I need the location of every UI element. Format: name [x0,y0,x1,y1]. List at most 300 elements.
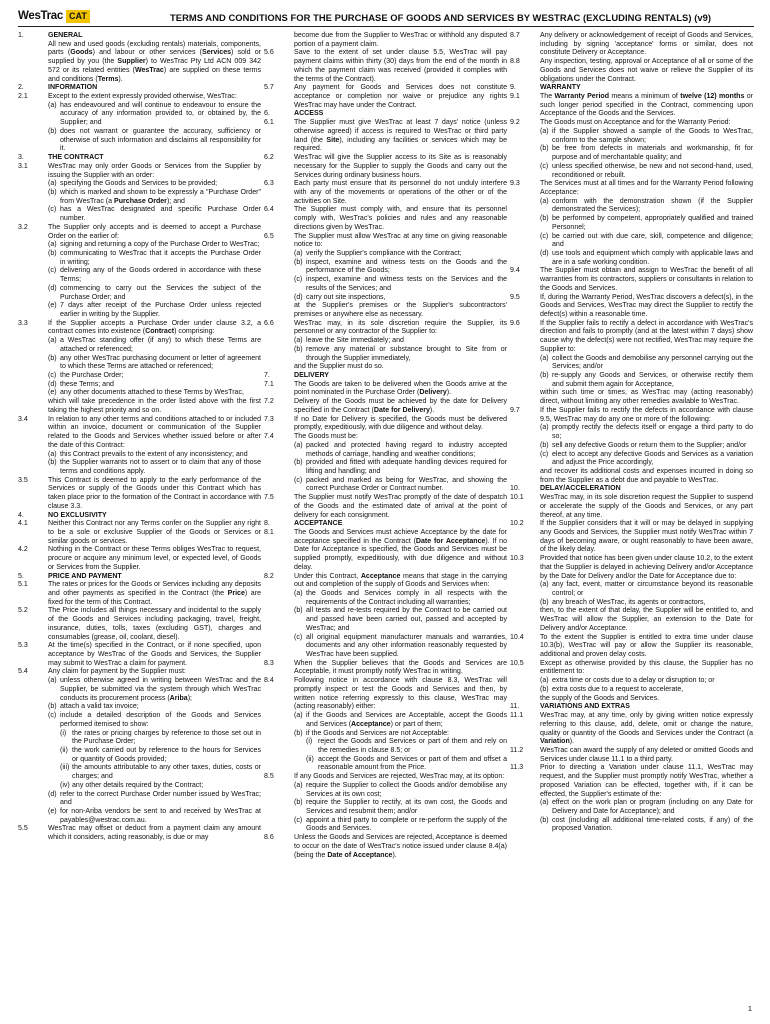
clause-subitem [18,241,261,250]
clause-text: for non-Ariba vendors be sent to and received by WesTrac at payables@westrac.com.au. [60,807,261,824]
clause-text: If the Supplier fails to rectify a defect in accordance with WesTrac's direction and fails to promptly (and at the latest within 7 days) show cause why the defect(s) were not rectified, WesTrac may require the Supplier to: [540,319,753,353]
clause-text: any fact, event, matter or circumstance beyond its reasonable control; or [552,581,753,597]
clause-subitem [18,285,261,302]
clause-text: packed and protected having regard to industry accepted methods of carriage, handling and weather conditions; [306,441,507,458]
clause-subitem [18,180,261,189]
clause-text: at the Supplier's premises or the Supplier's subcontractors' premises or anywhere else as necessary. [294,302,507,318]
clause-number: (a) [294,590,303,597]
clause-text: the rates or pricing charges by reference to those set out in the Purchase Order; [72,729,261,746]
clause-paragraph [510,119,753,128]
clause-number: 9.2 [510,119,520,127]
clause-paragraph [264,302,507,319]
clause-text: which is marked and shown to be expressly a "Purchase Order" from WesTrac (a Purchase Order); and [60,188,261,205]
clause-text: Save to the extent of set under clause 5.5, WesTrac will pay payment claims within thirty (30) days from the end of the month in which the payment claim was received (provided it complies with the terms of the Contract). [294,49,507,83]
clause-text: the amounts attributable to any other taxes, duties, costs or charges; and [72,764,261,781]
clause-subitem [510,799,753,816]
clause-number: 7.1 [264,380,274,388]
clause-text: DELAY/ACCELERATION [540,485,621,493]
clause-subitem [18,372,261,381]
clause-paragraph [18,41,261,85]
clause-text: The Supplier must notify WesTrac promptly of the date of despatch of the Goods and the estimated date of arrival at the point of delivery for each consignment. [294,494,507,519]
clause-number: 5.2 [18,607,28,615]
clause-number: 10.5 [510,659,524,667]
clause-text: VARIATIONS AND EXTRAS [540,703,630,711]
clause-number: (b) [294,729,303,737]
clause-number: 5.3 [18,642,28,650]
clause-number: (a) [48,337,57,345]
clause-text: To the extent the Supplier is entitled to extra time under clause 10.3(b), WesTrac will pay or allow the Supplier its reasonable, additional and proven delay costs. [540,633,753,659]
clause-heading [18,512,261,521]
clause-text: Provided that notice has been given under clause 10.2, to the extent that the Supplier is delayed in achieving Delivery and/or Acceptance by the Date for Delivery and/or the Date for Acceptance due to: [540,555,753,580]
clause-number: 5.5 [18,825,28,833]
clause-text: if the Goods and Services are Acceptable, accept the Goods and Services (Acceptance) or part of them; [306,712,507,728]
clause-text: a WesTrac standing offer (if any) to which these Terms are attached or referenced; [60,337,261,353]
clause-text: The Warranty Period means a minimum of twelve (12) months or such longer period specified in the Contract, commencing upon Acceptance of the Goods and the Services. [540,93,754,118]
clause-subitem [264,782,507,799]
clause-number: 6.4 [264,206,274,214]
clause-subitem [264,799,507,816]
clause-text: DELIVERY [294,372,329,380]
clause-number: 8.8 [510,58,520,66]
clause-paragraph [18,398,261,415]
clause-number: 11. [510,703,520,711]
clause-text: WesTrac may, at any time, only by giving written notice expressly referring to this clause, add, delete, omit or change the nature, quality or quantity of the Goods and Services under the Contract (a Variation). [540,712,753,746]
clause-number: (b) [294,459,303,467]
clause-text: The Supplier only accepts and is deemed to accept a Purchase Order on the earlier of: [48,223,261,240]
clause-text: Any claim for payment by the Supplier must: [48,668,186,676]
clause-text: The Price includes all things necessary and incidental to the supply of the Goods and Services including packaging, travel, freight, insurance, duties, tolls, taxes (excluding GST), charges and consumables (grease, oil, coolant, diesel). [48,607,261,641]
clause-number: (b) [48,354,57,362]
clause-subitem [510,686,753,695]
clause-text: reject the Goods and Services or part of them and rely on the remedies in clause 8.5; or [318,738,507,754]
clause-subitem [18,747,261,764]
terms-column-2 [264,32,507,860]
clause-subitem [18,808,261,825]
clause-number: 7.3 [264,415,274,423]
clause-subitem [18,389,261,398]
clause-text: has a WesTrac designated and specific Purchase Order number. [60,206,261,223]
clause-number: 2.1 [18,93,28,101]
clause-paragraph [510,58,753,84]
clause-paragraph [264,529,507,573]
clause-text: WesTrac may offset or deduct from a payment claim any amount which it considers, acting reasonably, is due or may [48,825,261,842]
clause-text: then, to the extent of that delay, the Supplier will be entitled to, and WesTrac will allow the Supplier, an extension to the Date for Delivery and/or Acceptance. [540,607,753,632]
clause-number: (e) [48,389,57,397]
clause-number: (e) [48,807,57,815]
clause-number: 3.3 [18,319,28,327]
clause-text: accept the Goods and Services or part of them and offset a reasonable amount from the Price. [318,755,507,772]
clause-text: Any inspection, testing, approval or Acceptance of all or some of the Goods and Services does not waive or relieve the Supplier of its obligations under the Contract. [540,58,753,83]
clause-subitem [264,276,507,293]
clause-number: (b) [540,441,549,449]
clause-number: (c) [540,450,549,458]
clause-paragraph [510,468,753,485]
clause-subitem [264,442,507,459]
clause-subitem [264,634,507,660]
clause-number: (a) [540,127,549,135]
clause-subitem [18,337,261,354]
clause-subitem [510,677,753,686]
clause-subitem [510,198,753,215]
clause-number: (b) [294,607,303,615]
clause-subitem [264,477,507,494]
clause-subitem [264,294,507,303]
clause-number: 10.4 [510,633,524,641]
header-divider [18,26,754,27]
clause-text: appoint a third party to complete or re-perform the supply of the Goods and Services. [306,816,507,833]
clause-subitem [510,250,753,267]
clause-number: (a) [294,712,303,720]
clause-text: which will take precedence in the order listed above with the first taking the highest priority and so on. [48,398,261,414]
clause-number: (a) [48,241,57,249]
clause-text: All new and used goods (excluding rentals) materials, components, parts (Goods) and labour or other services (Services) sold or supplied by you (the Supplier) to WesTrac Pty Ltd ACN 009 342 572 or its related entities (WesTrac) are supplied on these terms and conditions (Terms). [48,40,262,83]
clause-number: (a) [540,677,549,685]
clause-paragraph [264,433,507,442]
clause-paragraph [264,206,507,232]
clause-paragraph [18,416,261,451]
clause-subitem [264,730,507,739]
clause-text: Any payment for Goods and Services does not constitute acceptance or completion nor waive or prejudice any rights WesTrac may have under the Contract. [294,84,507,109]
clause-text: The Goods must be: [294,433,358,441]
clause-number: 9.4 [510,267,520,275]
clause-text: has endeavoured and will continue to endeavour to ensure the accuracy of any information provided to, or obtained by, the Supplier; and [60,101,261,127]
clause-paragraph [264,381,507,398]
clause-number: 8.2 [264,572,274,580]
clause-text: be free from defects in materials and workmanship, fit for purpose and of merchantable quality; and [552,145,753,162]
clause-subitem [264,590,507,607]
clause-subitem [264,259,507,276]
clause-heading [18,573,261,582]
clause-subitem [510,372,753,389]
clause-text: The Supplier must comply with, and ensure that its personnel comply with, WesTrac's policies and rules and any reasonable directions given by WesTrac. [294,206,507,231]
clause-text: NO EXCLUSIVITY [48,511,107,519]
clause-number: 4. [18,511,24,519]
clause-text: WesTrac may, in its sole discretion request the Supplier to suspend or accelerate the supply of the Goods and Services, or any part thereof, at any time. [540,494,753,519]
clause-number: (c) [48,267,57,275]
clause-text: refer to the correct Purchase Order number issued by WesTrac; and [60,790,261,807]
clause-paragraph [264,416,507,433]
clause-text: sell any defective Goods or return them to the Supplier; and/or [552,441,747,449]
clause-number: (ii) [306,755,314,763]
clause-subitem [264,346,507,363]
clause-number: 3. [18,154,24,162]
clause-number: (b) [48,188,57,196]
clause-text: collect the Goods and demobilise any personnel carrying out the Services; and/or [552,354,753,371]
clause-text: communicating to WesTrac that it accepts the Purchase Order in writing; [60,249,261,266]
clause-heading [264,110,507,119]
clause-number: (i) [306,738,313,746]
clause-heading [510,84,753,93]
clause-number: (iii) [60,764,70,772]
clause-subitem [18,267,261,284]
clause-paragraph [510,712,753,747]
clause-heading [18,154,261,163]
clause-number: (b) [48,459,57,467]
clause-number: 8.1 [264,528,274,536]
clause-number: 10.3 [510,555,524,563]
clause-text: WesTrac will give the Supplier access to its Site as is reasonably necessary for the Supplier to supply the Goods and carry out the Services during ordinary business hours. [294,154,507,179]
clause-number: (b) [540,215,549,223]
clause-text: commencing to carry out the Services the subject of the Purchase Order; and [60,284,261,301]
clause-number: 5.4 [18,668,28,676]
clause-text: The Services must at all times and for the Warranty Period following Acceptance: [540,180,753,196]
clause-text: The Supplier must allow WesTrac at any time on giving reasonable notice to: [294,232,507,249]
clause-number: 10.2 [510,520,524,528]
clause-text: Delivery of the Goods must be achieved by the date for Delivery specified in the Contract (Date for Delivery). [294,398,507,414]
clause-paragraph [264,398,507,415]
clause-subitem [264,756,507,773]
clause-text: If the Supplier fails to rectify the defects in accordance with clause 9.5, WesTrac may do any one or more of the following: [540,406,753,423]
clause-paragraph [18,320,261,337]
clause-number: 11.2 [510,746,524,754]
clause-text: inspect, examine and witness tests on the Services and the results of the Services; and [306,276,507,292]
clause-text: INFORMATION [48,84,98,92]
clause-text: If the Supplier considers that it will or may be delayed in supplying any Goods and Services, the Supplier must notify WesTrac within 7 days of becoming aware, or ought reasonably to have been aware, of the likely delay. [540,520,753,554]
clause-paragraph [264,677,507,712]
clause-text: Each party must ensure that its personnel do not unduly interfere with any of the movements or operations of the other or of the activities on Site. [294,180,507,205]
clause-number: 10.1 [510,494,524,502]
clause-text: GENERAL [48,32,83,39]
clause-subitem [18,381,261,390]
clause-number: (d) [540,249,549,257]
clause-subitem [510,442,753,451]
clause-paragraph [510,520,753,555]
clause-subitem [264,817,507,834]
clause-number: (a) [540,197,549,205]
clause-number: (iv) [60,781,70,789]
clause-paragraph [510,407,753,424]
clause-text: does not warrant or guarantee the accuracy, sufficiency or otherwise of such information and disclaims all responsibility for it. [60,127,261,153]
clause-heading [510,703,753,712]
clause-subitem [510,355,753,372]
clause-paragraph [510,747,753,764]
clause-subitem [264,607,507,633]
clause-subitem [18,703,261,712]
clause-paragraph [18,520,261,546]
clause-number: (b) [48,703,57,711]
page-number: 1 [747,1004,752,1013]
clause-paragraph [264,119,507,154]
clause-number: (d) [294,293,303,301]
clause-number: 2. [18,84,24,92]
clause-paragraph [510,607,753,633]
clause-text: extra costs due to a request to accelerate, [552,685,684,693]
clause-subitem [18,128,261,154]
clause-subitem [510,233,753,250]
clause-number: 9.3 [510,180,520,188]
clause-text: elect to accept any defective Goods and Services as a variation and adjust the Price accordingly, [552,450,753,467]
terms-column-1 [18,32,261,843]
clause-paragraph [18,163,261,180]
clause-paragraph [264,773,507,782]
clause-paragraph [18,607,261,642]
clause-text: At the time(s) specified in the Contract, or if none specified, upon acceptance by WesTrac of the Goods and Services, the Supplier may submit to WesTrac a claim for payment. [48,642,261,667]
clause-paragraph [510,695,753,704]
clause-number: 8.3 [264,659,274,667]
clause-text: ACCESS [294,110,324,118]
terms-column-3 [510,32,753,834]
clause-number: 9.7 [510,406,520,414]
clause-text: the work carried out by reference to the hours for Services or quantity of Goods provided; [72,746,261,763]
clause-number: (d) [48,380,57,388]
clause-subitem [264,459,507,476]
clause-number: (a) [294,337,303,345]
clause-number: 10. [510,485,520,493]
clause-number: (a) [48,677,57,685]
clause-text: This Contract is deemed to apply to the early performance of the Services or supply of the Goods under this Contract which has taken place prior to the formation of the Contract in accordance with clause 3.3. [48,476,261,510]
clause-number: 8.4 [264,677,274,685]
clause-text: delivering any of the Goods ordered in accordance with these Terms; [60,267,261,284]
clause-number: (a) [294,441,303,449]
clause-subitem [18,206,261,223]
clause-text: signing and returning a copy of the Purchase Order to WesTrac; [60,241,260,249]
clause-text: and recover its additional costs and expenses incurred in doing so from the Supplier as a debt due and payable to WesTrac. [540,467,753,484]
clause-subitem [18,764,261,781]
clause-number: (b) [540,145,549,153]
clause-paragraph [510,764,753,799]
cat-logo-badge: CAT [66,10,90,23]
clause-paragraph [510,389,753,406]
clause-text: provided and fitted with adequate handling devices required for lifting and handling; and [306,459,507,475]
clause-number: 4.2 [18,546,28,554]
clause-paragraph [264,573,507,590]
clause-text: If any Goods and Services are rejected, WesTrac may, at its option: [294,773,505,781]
clause-text: effect on the work plan or program (including on any Date for Delivery and Date for Acceptance); and [552,799,753,815]
clause-number: (a) [540,581,549,589]
clause-subitem [18,730,261,747]
clause-subitem [510,163,753,180]
clause-number: (a) [540,799,549,807]
clause-text: within such time or times, as WesTrac may (acting reasonably) direct, without limiting any other remedies available to WesTrac. [540,389,753,406]
clause-text: The Goods are taken to be delivered when the Goods arrive at the point nominated in the Purchase Order (Delivery). [294,380,507,397]
clause-number: (c) [294,476,303,484]
clause-text: remove any material or substance brought to Site from or through the Supplier immediately, [306,345,507,362]
clause-number: (c) [540,162,549,170]
clause-text: Except as otherwise provided by this clause, the Supplier has no entitlement to: [540,659,753,676]
clause-text: Prior to directing a Variation under clause 11.1, WesTrac may request, and the Supplier must promptly notify WesTrac, whether a proposed Variation can be effected, together with, if it can be effected, the Supplier's estimate of the: [540,764,753,798]
clause-number: (d) [48,790,57,798]
clause-text: Unless the Goods and Services are rejected, Acceptance is deemed to occur on the date of WesTrac's notice issued under clause 8.4(a) (being the Date of Acceptance). [294,834,507,859]
clause-subitem [264,738,507,755]
clause-number: 3.5 [18,476,28,484]
clause-heading [18,32,261,41]
clause-number: (b) [48,127,57,135]
clause-text: Any delivery or acknowledgement of receipt of Goods and Services, including by signing 'acceptance' forms or similar, does not constitute Delivery or Acceptance. [540,32,753,57]
clause-paragraph [264,180,507,206]
clause-number: (b) [540,372,549,380]
clause-text: become due from the Supplier to WesTrac or withhold any disputed portion of a payment claim. [294,32,507,48]
clause-text: if the Supplier showed a sample of the Goods to WesTrac, conform to the sample shown; [552,127,753,144]
clause-number: (b) [48,249,57,257]
clause-subitem [18,791,261,808]
clause-number: (b) [540,685,549,693]
clause-paragraph [264,49,507,84]
clause-paragraph [264,84,507,110]
clause-paragraph [510,494,753,520]
clause-text: if the Goods and Services are not Acceptable: [306,729,449,737]
clause-paragraph [510,267,753,293]
clause-subitem [18,250,261,267]
clause-number: (ii) [60,746,68,754]
clause-text: attach a valid tax invoice; [60,703,139,711]
clause-number: (c) [294,276,303,284]
clause-paragraph [510,634,753,660]
clause-number: 5.1 [18,581,28,589]
clause-paragraph [510,93,753,119]
clause-subitem [18,459,261,476]
clause-text: any breach of WesTrac, its agents or contractors, [552,598,706,606]
clause-number: (a) [294,781,303,789]
clause-subitem [510,145,753,162]
clause-paragraph [18,224,261,241]
clause-number: 8.6 [264,834,274,842]
clause-text: the Goods and Services comply in all respects with the requirements of the Contract including all warranties; [306,590,507,606]
clause-text: Following notice in accordance with clause 8.3, WesTrac will promptly inspect or test the Goods and Services and then, by written notice referring expressly to this clause, WesTrac may (acting reasonably) either: [294,677,507,711]
clause-text: The rates or prices for the Goods or Services including any deposits and other payments as specified in the Contract (the Price) are fixed for the term of this Contract. [48,581,261,606]
clause-text: Neither this Contract nor any Terms confer on the Supplier any right to be a sole or exclusive Supplier of the Goods or Services or similar goods or services. [48,520,261,545]
clause-subitem [264,337,507,346]
clause-number: 7.2 [264,398,274,406]
clause-heading [264,372,507,381]
clause-text: If, during the Warranty Period, WesTrac discovers a defect(s), in the Goods and Services, WesTrac may direct the Supplier to rectify the defect(s) within a reasonable time. [540,293,753,318]
clause-number: 11.1 [510,712,524,720]
clause-number: 5. [18,572,24,580]
clause-number: (c) [540,232,549,240]
clause-text: 7 days after receipt of the Purchase Order unless rejected earlier in writing by the Supplier. [60,302,261,318]
clause-text: use tools and equipment which comply with applicable laws and are in a safe working condition. [552,249,753,266]
clause-subitem [510,215,753,232]
clause-number: 3.1 [18,162,28,170]
clause-text: packed and marked as being for WesTrac, and showing the correct Purchase Order or Contract number. [306,476,507,493]
clause-text: Except to the extent expressly provided otherwise, WesTrac: [48,93,237,101]
clause-text: the Supplier warrants not to assert or to claim that any of those terms and conditions apply. [60,459,261,475]
clause-subitem [18,451,261,460]
clause-text: carry out site inspections, [306,293,386,301]
clause-number: 7.5 [264,494,274,502]
clause-paragraph [18,825,261,842]
clause-text: The Supplier must obtain and assign to WesTrac the benefit of all warranties from its contractors, suppliers or consultants in relation to the Goods and Services. [540,267,753,292]
clause-number: (c) [48,372,57,380]
clause-text: the supply of the Goods and Services. [540,694,660,702]
clause-paragraph [18,546,261,572]
clause-text: If the Supplier accepts a Purchase Order under clause 3.2, a contract comes into existence (Contract) comprising: [48,319,261,336]
clause-heading [264,520,507,529]
clause-subitem [18,189,261,206]
clause-number: 8.5 [264,773,274,781]
clause-text: the Purchase Order; [60,372,124,380]
clause-subitem [18,302,261,319]
clause-text: ACCEPTANCE [294,520,343,528]
clause-number: (c) [294,816,303,824]
clause-number: (a) [540,354,549,362]
clause-heading [510,485,753,494]
clause-heading [18,84,261,93]
clause-text: unless otherwise agreed in writing between WesTrac and the Supplier, be submitted via the system through which WesTrac conducts its procurement process (Ariba); [60,677,261,702]
clause-number: (i) [60,729,67,737]
clause-text: The Goods and Services must achieve Acceptance by the date for acceptance specified in the Contract (Date for Acceptance). If no Date for Acceptance is specified, the Goods and Services must be supplied promptly, expeditiously, with due diligence and without delay. [294,528,508,571]
clause-text: require the Supplier to rectify, at its own cost, the Goods and Services and resubmit them; and/or [306,799,507,815]
clause-text: verify the Supplier's compliance with the Contract; [306,249,462,257]
clause-paragraph [18,642,261,668]
clause-text: this Contract prevails to the extent of any inconsistency; and [60,450,248,458]
clause-number: (c) [48,206,57,214]
clause-text: Nothing in the Contract or these Terms obliges WesTrac to request, procure or acquire any minimum level, or expected level, of Goods or Services from the Supplier. [48,546,261,571]
clause-number: (a) [48,450,57,458]
clause-text: WesTrac may only order Goods or Services from the Supplier by issuing the Supplier with an order: [48,162,261,179]
clause-text: inspect, examine and witness tests on the Goods and the performance of the Goods; [306,258,507,275]
clause-number: 6.3 [264,180,274,188]
clause-text: specifying the Goods and Services to be provided; [60,180,218,188]
